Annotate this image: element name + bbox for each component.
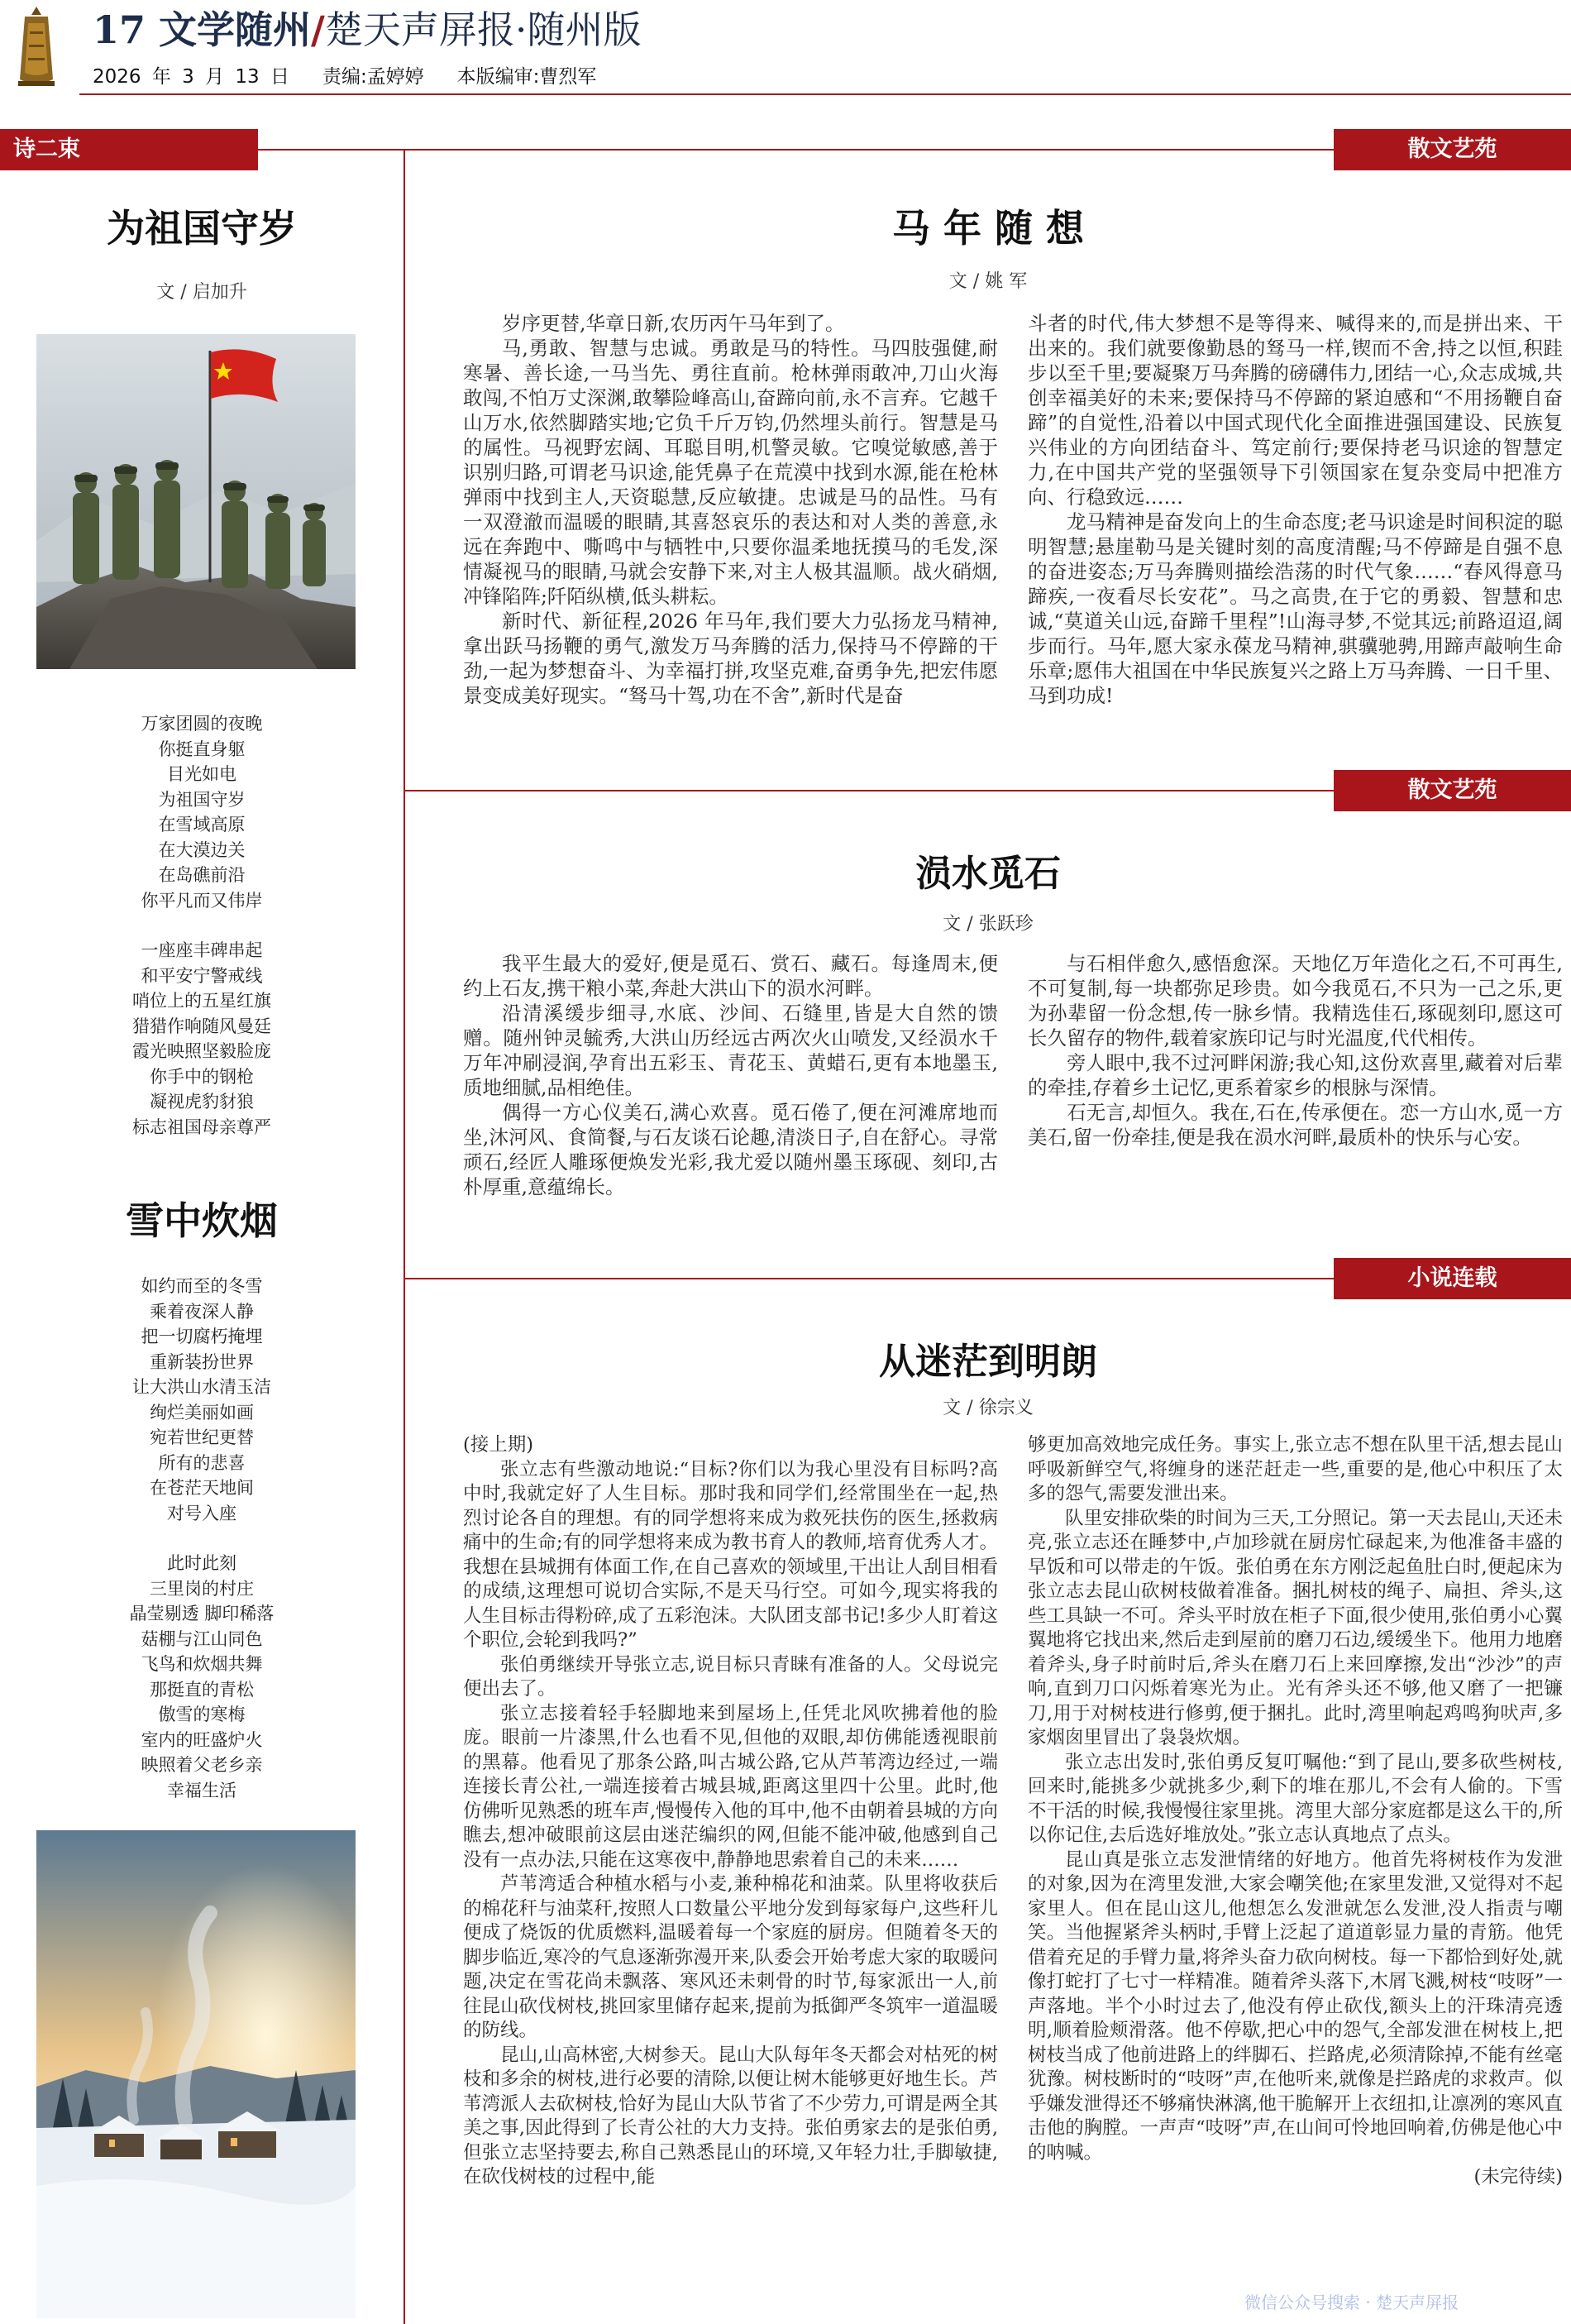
poem-line: 为祖国守岁	[158, 789, 246, 810]
poem-line: 晶莹剔透 脚印稀落	[129, 1604, 275, 1623]
paragraph: 张立志有些激动地说:“目标?你们以为我心里没有目标吗?高中时,我就定好了人生目标。那时我和同学们,经常围坐在一起,热烈讨论各自的理想。有的同学想将来成为救死扶伤的医生,拯救病痛中的生命;有的同学想将来成为教书育人的教师,培育优秀人才。我想在县城拥有体面工作,在自己喜欢的领域里,干出让人刮目相看的成绩,这理想可说切合实际,不是天马行空。可如今,现实将我的人生目标击得粉碎,成了五彩泡沫。大队团支部书记!多少人盯着这个职位,会轮到我吗?”	[463, 1458, 998, 1651]
poem-line: 你挺直身躯	[158, 739, 246, 759]
poem-line: 绚烂美丽如画	[150, 1402, 254, 1423]
paragraph: 够更加高效地完成任务。事实上,张立志不想在队里干活,想去昆山呼吸新鲜空气,将缠身的迷茫赶走一些,重要的是,他心中积压了太多的怨气,需要发泄出来。	[1028, 1434, 1563, 1504]
header-divider	[79, 93, 1571, 95]
editor-credit: 责编:孟婷婷	[322, 66, 424, 88]
article1-byline: 文 / 姚 军	[948, 271, 1028, 292]
poem-line: 对号入座	[167, 1503, 236, 1523]
poem-line: 室内的旺盛炉火	[141, 1729, 263, 1750]
section-name: 文学随州	[159, 7, 312, 52]
newspaper-name: 楚天声屏报·随州版	[324, 7, 642, 52]
poem-line: 标志祖国母亲尊严	[132, 1117, 271, 1137]
poem-line: 三里岗的村庄	[150, 1578, 254, 1599]
paragraph: 石无言,却恒久。我在,石在,传承便在。恋一方山水,觅一方美石,留一份牵挂,便是我在涢水河畔,最质朴的快乐与心安。	[1028, 1101, 1563, 1149]
masthead-title	[93, 0, 641, 55]
poem-line: 凝视虎豹豺狼	[150, 1092, 254, 1112]
paragraph: 偶得一方心仪美石,满心欢喜。觅石倦了,便在河滩席地而坐,沐河风、食简餐,与石友谈石论趣,清淡日子,自在舒心。寻常顽石,经匠人雕琢便焕发光彩,我尤爱以随州墨玉琢砚、刻印,古朴厚重,意蕴绵长。	[463, 1101, 998, 1198]
layout-editor-credit: 本版编审:曹烈军	[456, 66, 597, 88]
poem2-body	[0, 1274, 403, 1803]
paragraph: 斗者的时代,伟大梦想不是等得来、喊得来的,而是拼出来、干出来的。我们就要像勤恳的驽马一样,锲而不舍,持之以恒,积跬步以至千里;要凝聚万马奔腾的磅礴伟力,团结一心,众志成城,共创幸福美好的未来;要保持马不停蹄的紧迫感和“不用扬鞭自奋蹄”的自觉性,沿着以中国式现代化全面推进强国建设、民族复兴伟业的方向团结奋斗、笃定前行;要保持老马识途的智慧定力,在中国共产党的坚强领导下引领国家在复杂变局中把准方向、行稳致远……	[1028, 312, 1563, 509]
poem-line: 如约而至的冬雪	[141, 1276, 263, 1296]
masthead-meta	[93, 61, 596, 88]
paragraph: 张立志出发时,张伯勇反复叮嘱他:“到了昆山,要多砍些树枝,回来时,能挑多少就挑多少,剩下的堆在那儿,不会有人偷的。下雪不干活的时候,我慢慢往家里挑。湾里大部分家庭都是这么干的,所以你记住,去后选好堆放处。”张立志认真地点了点头。	[1028, 1751, 1563, 1846]
paragraph: 昆山真是张立志发泄情绪的好地方。他首先将树枝作为发泄的对象,因为在湾里发泄,大家会嘲笑他;在家里发泄,又觉得对不起家里人。但在昆山这儿,他想怎么发泄就怎么发泄,没人指责与嘲笑。当他握紧斧头柄时,手臂上泛起了道道彰显力量的青筋。他凭借着充足的手臂力量,将斧头奋力砍向树枝。每一下都恰到好处,就像打蛇打了七寸一样精准。随着斧头落下,木屑飞溅,树枝“吱呀”一声落地。半个小时过去了,他没有停止砍伐,额头上的汗珠清亮透明,顺着脸颊滑落。他不停歇,把心中的怨气,全部发泄在树枝上,把树枝当成了他前进路上的绊脚石、拦路虎,必须清除掉,不能有丝毫犹豫。树枝断时的“吱呀”声,在他听来,就像是拦路虎的求救声。似乎嫌发泄得还不够痛快淋漓,他干脆解开上衣纽扣,让凛冽的寒风直击他的胸膛。一声声“吱呀”声,在山间可怜地回响着,仿佛是他心中的呐喊。	[1028, 1848, 1563, 2164]
section-rule-prose-1	[403, 149, 1334, 151]
masthead-separator: /	[311, 7, 325, 52]
article2-column-2	[1028, 951, 1563, 1232]
poem-line: 一座座丰碑串起	[141, 940, 263, 960]
article3-column-1	[463, 1433, 998, 2320]
poem1-body	[0, 711, 403, 1140]
tag-prose-1: 散文艺苑	[1334, 129, 1571, 170]
paragraph: 昆山,山高林密,大树参天。昆山大队每年冬天都会对枯死的树枝和多余的树枝,进行必要的清除,以便让树木能够更好地生长。芦苇湾派人去砍树枝,恰好为昆山大队节省了不少劳力,可谓是两全其美之事,因此得到了长青公社的大力支持。张伯勇家去的是张伯勇,但张立志坚持要去,称自己熟悉昆山的环境,又年轻力壮,手脚敏捷,在砍伐树枝的过程中,能	[463, 2044, 998, 2188]
paragraph: 旁人眼中,我不过河畔闲游;我心知,这份欢喜里,藏着对后辈的牵挂,存着乡土记忆,更系着家乡的根脉与深情。	[1028, 1051, 1563, 1099]
stanza-gap	[0, 913, 403, 938]
paragraph: 芦苇湾适合种植水稻与小麦,兼种棉花和油菜。队里将收获后的棉花秆与油菜秆,按照人口数量公平地分发到每家每户,这些秆儿便成了烧饭的优质燃料,温暖着每一个家庭的厨房。但随着冬天的脚步临近,寒冷的气息逐渐弥漫开来,队委会开始考虑大家的取暖问题,决定在雪花尚未飘落、寒风还未刺骨的时节,每家派出一人,前往昆山砍伐树枝,挑回家里储存起来,提前为抵御严冬筑牢一道温暖的防线。	[463, 1873, 998, 2041]
tag-prose-2: 散文艺苑	[1334, 770, 1571, 811]
poem1-title: 为祖国守岁	[107, 206, 297, 251]
bell-emblem-icon	[12, 3, 61, 94]
poem-line: 幸福生活	[167, 1780, 236, 1800]
to-be-continued-note: (未完待续)	[1473, 2166, 1563, 2188]
stanza-gap	[0, 1526, 403, 1551]
page-number: 17	[93, 7, 146, 52]
paragraph: 龙马精神是奋发向上的生命态度;老马识途是时间积淀的聪明智慧;悬崖勒马是关键时刻的高度清醒;马不停蹄是自强不息的奋进姿态;万马奔腾则描绘浩荡的时代气象……“春风得意马蹄疾,一夜看尽长安花”。马之高贵,在于它的勇毅、智慧和忠诚,“莫道关山远,奋蹄千里程”!山海寻梦,不觉其远;前路迢迢,阔步而行。马年,愿大家永葆龙马精神,骐骥驰骋,用蹄声敲响生命乐章;愿伟大祖国在中华民族复兴之路上万马奔腾、一日千里、马到功成!	[1028, 510, 1563, 707]
poem-line: 让大洪山水清玉洁	[132, 1377, 271, 1397]
paragraph: 与石相伴愈久,感悟愈深。天地亿万年造化之石,不可再生,不可复制,每一块都弥足珍贵。如今我觅石,不只为一己之乐,更为孙辈留一份念想,传一脉乡情。我精选佳石,琢砚刻印,愿这可长久留存的物件,载着家族印记与时光温度,代代相传。	[1028, 952, 1563, 1050]
poem-line: 猎猎作响随风曼廷	[132, 1016, 271, 1036]
poem-line: 在雪域高原	[158, 815, 246, 834]
watermark: 微信公众号搜索 · 楚天声屏报	[1244, 2293, 1459, 2312]
paragraph: 张伯勇继续开导张立志,说目标只青睐有准备的人。父母说完便出去了。	[463, 1653, 998, 1700]
article3-title: 从迷茫到明朗	[879, 1341, 1097, 1383]
tag-novel: 小说连载	[1334, 1258, 1571, 1299]
paragraph: 队里安排砍柴的时间为三天,工分照记。第一天去昆山,天还未亮,张立志还在睡梦中,卢加珍就在厨房忙碌起来,为他准备丰盛的早饭和可以带走的午饭。张伯勇在东方刚泛起鱼肚白时,便起床为张立志去昆山砍树枝做着准备。捆扎树枝的绳子、扁担、斧头,这些工具缺一不可。斧头平时放在柜子下面,很少使用,张伯勇小心翼翼地将它找出来,然后走到屋前的磨刀石边,缓缓坐下。他用力地磨着斧头,身子时前时后,斧头在磨刀石上来回摩擦,发出“沙沙”的声响,直到刀口闪烁着寒光为止。光有斧头还不够,他又磨了一把镰刀,用于对树枝进行修剪,便于捆扎。此时,湾里响起鸡鸣狗吠声,多家烟囱里冒出了袅袅炊烟。	[1028, 1507, 1563, 1748]
poem-line: 飞鸟和炊烟共舞	[141, 1654, 263, 1674]
poem-line: 此时此刻	[167, 1553, 236, 1573]
poem-line: 宛若世纪更替	[150, 1427, 254, 1447]
article1-column-2	[1028, 311, 1563, 741]
section-rule-novel	[403, 1278, 1334, 1279]
paragraph: 马,勇敢、智慧与忠诚。勇敢是马的特性。马四肢强健,耐寒暑、善长途,一马当先、勇往直前。枪林弹雨敢冲,刀山火海敢闯,不怕万丈深渊,敢攀险峰高山,奋蹄向前,永不言弃。它越千山万水,依然脚踏实地;它负千斤万钧,仍然埋头前行。智慧是马的属性。马视野宏阔、耳聪目明,机警灵敏。它嗅觉敏感,善于识别归路,可谓老马识途,能凭鼻子在荒漠中找到水源,能在枪林弹雨中找到主人,天资聪慧,反应敏捷。忠诚是马的品性。马有一双澄澈而温暖的眼睛,其喜怒哀乐的表达和对人类的善意,永远在奔跑中、嘶鸣中与牺牲中,只要你温柔地抚摸马的毛发,深情凝视马的眼睛,马就会安静下来,对主人极其温顺。战火硝烟,冲锋陷阵;阡陌纵横,低头耕耘。	[463, 337, 998, 608]
poem-line: 在大漠边关	[158, 839, 246, 860]
article2-byline: 文 / 张跃珍	[943, 914, 1034, 935]
tag-poems: 诗二束	[0, 129, 258, 170]
snow-village-photo	[36, 1830, 356, 2318]
snow-village-illustration	[36, 1830, 356, 2318]
article2-title: 涢水觅石	[915, 853, 1061, 895]
poem-line: 霞光映照坚毅脸庞	[132, 1041, 271, 1061]
paragraph: 岁序更替,华章日新,农历丙午马年到了。	[502, 312, 845, 335]
issue-date: 2026 年 3 月 13 日	[93, 66, 289, 88]
poem-line: 映照着父老乡亲	[141, 1755, 263, 1775]
article2-column-1	[463, 951, 998, 1232]
paragraph: 张立志接着轻手轻脚地来到屋场上,任凭北风吹拂着他的脸庞。眼前一片漆黑,什么也看不见,但他的双眼,却仿佛能透视眼前的黑幕。他看见了那条公路,叫古城公路,它从芦苇湾边经过,一端连接长青公社,一端连接着古城县城,距离这里四十公里。此时,他仿佛听见熟悉的班车声,慢慢传入他的耳中,他不由朝着县城的方向瞧去,想冲破眼前这层由迷茫编织的网,但能不能冲破,他感到自己没有一点办法,只能在这寒夜中,静静地思索着自己的未来……	[463, 1702, 998, 1871]
poem-line: 那挺直的青松	[150, 1679, 254, 1700]
poem-line: 所有的悲喜	[158, 1452, 246, 1473]
poem2-title: 雪中炊烟	[126, 1198, 278, 1243]
poem-line: 傲雪的寒梅	[158, 1705, 246, 1724]
poem-line: 你平凡而又伟岸	[141, 890, 263, 911]
poem1-byline: 文 / 启加升	[156, 282, 247, 303]
poem-line: 菇棚与江山同色	[141, 1628, 263, 1649]
soldiers-flag-illustration	[36, 334, 356, 669]
poem-line: 在苍茫天地间	[150, 1478, 254, 1498]
paragraph: 沿清溪缓步细寻,水底、沙间、石缝里,皆是大自然的馈赠。随州钟灵毓秀,大洪山历经远古两次火山喷发,又经涢水千万年冲刷浸润,孕育出五彩玉、青花玉、黄蜡石,更有本地墨玉,质地细腻,品相绝佳。	[463, 1002, 998, 1099]
poem-line: 重新装扮世界	[150, 1351, 254, 1372]
paragraph: 我平生最大的爱好,便是觅石、赏石、藏石。每逢周末,便约上石友,携干粮小菜,奔赴大洪山下的涢水河畔。	[463, 952, 998, 1000]
column-divider	[403, 149, 405, 2324]
article3-column-2	[1028, 1433, 1563, 2320]
article3-byline: 文 / 徐宗义	[943, 1398, 1034, 1418]
continued-note: (接上期)	[463, 1434, 534, 1456]
paragraph: 新时代、新征程,2026 年马年,我们要大力弘扬龙马精神,拿出跃马扬鞭的勇气,激发万马奔腾的活力,保持马不停蹄的干劲,一起为梦想奋斗、为幸福打拼,攻坚克难,奋勇争先,把宏伟愿景变成美好现实。“驽马十驾,功在不舍”,新时代是奋	[463, 610, 998, 707]
poem-line: 乘着夜深人静	[150, 1301, 254, 1322]
section-rule-prose-2	[403, 790, 1334, 791]
soldiers-flag-photo	[36, 334, 356, 669]
article1-column-1	[463, 311, 998, 741]
article1-title: 马 年 随 想	[891, 206, 1085, 251]
poem-line: 在岛礁前沿	[158, 865, 246, 885]
poem-line: 和平安宁警戒线	[141, 965, 263, 986]
poem-line: 目光如电	[167, 764, 236, 784]
poem-line: 把一切腐朽掩埋	[141, 1327, 263, 1346]
poem-line: 哨位上的五星红旗	[132, 991, 271, 1011]
section-rule-poems	[258, 149, 403, 151]
poem-line: 你手中的钢枪	[150, 1066, 254, 1087]
poem-line: 万家团圆的夜晚	[141, 714, 263, 734]
